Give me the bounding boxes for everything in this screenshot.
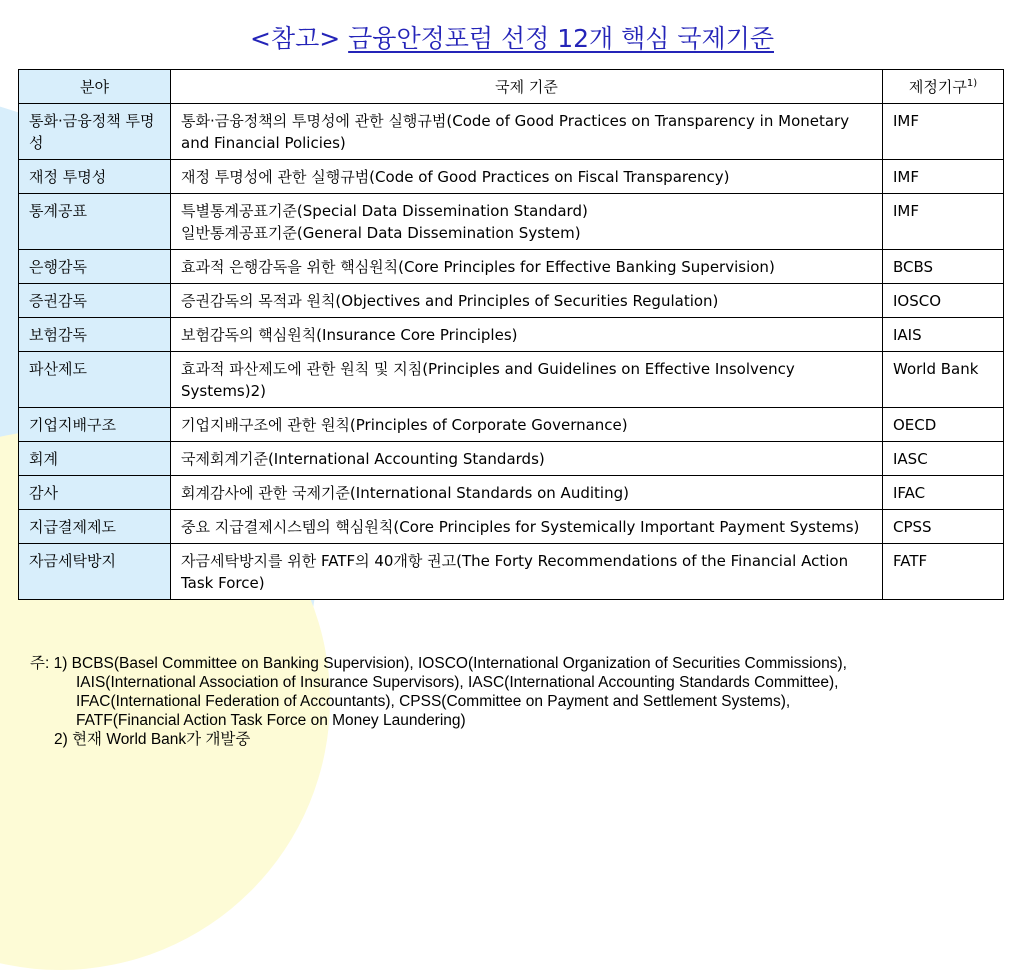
page-title — [0, 22, 1024, 56]
cell-standard — [171, 544, 883, 600]
standard-text: 재정 투명성에 관한 실행규범(Code of Good Practices on Fiscal Transparency) — [181, 168, 730, 186]
footnote-line-2: IAIS(International Association of Insurance Supervisors), IASC(International Accounting Standards Committee), — [76, 674, 839, 691]
cell-standard — [171, 510, 883, 544]
footnote-line-3: IFAC(International Federation of Accountants), CPSS(Committee on Payment and Settlement Systems), — [76, 693, 791, 710]
table-row — [19, 510, 1004, 544]
standard-text: 보험감독의 핵심원칙(Insurance Core Principles) — [181, 326, 518, 344]
table-body — [19, 104, 1004, 600]
header-org — [883, 70, 1004, 104]
field-label: 회계 — [29, 450, 58, 468]
cell-field — [19, 160, 171, 194]
table-row — [19, 160, 1004, 194]
header-field: 분야 — [19, 70, 171, 104]
cell-field — [19, 476, 171, 510]
standard-text: 중요 지급결제시스템의 핵심원칙(Core Principles for Systemically Important Payment Systems) — [181, 518, 860, 536]
field-label: 기업지배구조 — [29, 416, 116, 434]
standards-table-container — [18, 69, 1003, 600]
field-label: 증권감독 — [29, 292, 87, 310]
cell-org: IMF — [883, 160, 1004, 194]
standard-text: 일반통계공표기준(General Data Dissemination System) — [181, 224, 581, 242]
table-row — [19, 544, 1004, 600]
standard-text: 자금세탁방지를 위한 FATF의 40개항 권고(The Forty Recommendations of the Financial Action Task Force) — [181, 552, 849, 592]
header-org-footnote: 1) — [966, 78, 978, 89]
field-label: 재정 투명성 — [29, 168, 107, 186]
table-row — [19, 284, 1004, 318]
cell-standard — [171, 352, 883, 408]
standard-text: 효과적 은행감독을 위한 핵심원칙(Core Principles for Effective Banking Supervision) — [181, 258, 775, 276]
table-row — [19, 104, 1004, 160]
field-label: 통계공표 — [29, 202, 87, 220]
header-org-label: 제정기구 — [908, 78, 967, 96]
cell-standard — [171, 476, 883, 510]
cell-field — [19, 284, 171, 318]
standard-text: 증권감독의 목적과 원칙(Objectives and Principles of Securities Regulation) — [181, 292, 719, 310]
cell-standard — [171, 408, 883, 442]
footnotes — [30, 654, 1010, 749]
table-row — [19, 352, 1004, 408]
cell-org: IOSCO — [883, 284, 1004, 318]
cell-org: FATF — [883, 544, 1004, 600]
title-main: 금융안정포럼 선정 12개 핵심 국제기준 — [348, 24, 774, 53]
cell-org: IAIS — [883, 318, 1004, 352]
cell-standard — [171, 250, 883, 284]
cell-org: World Bank — [883, 352, 1004, 408]
standard-text: 특별통계공표기준(Special Data Dissemination Standard) — [181, 202, 588, 220]
cell-org: IMF — [883, 194, 1004, 250]
cell-org: BCBS — [883, 250, 1004, 284]
footnote-line-1: 주: 1) BCBS(Basel Committee on Banking Supervision), IOSCO(International Organization of Securities Commissions), — [30, 655, 847, 672]
cell-org: OECD — [883, 408, 1004, 442]
cell-standard — [171, 194, 883, 250]
cell-standard — [171, 284, 883, 318]
cell-field — [19, 194, 171, 250]
table-row — [19, 408, 1004, 442]
footnote-line-5: 2) 현재 World Bank가 개발중 — [54, 731, 251, 748]
cell-standard — [171, 104, 883, 160]
table-row — [19, 442, 1004, 476]
field-label: 은행감독 — [29, 258, 87, 276]
field-label: 지급결제제도 — [29, 518, 116, 536]
cell-field — [19, 442, 171, 476]
standard-text: 기업지배구조에 관한 원칙(Principles of Corporate Governance) — [181, 416, 628, 434]
header-standard: 국제 기준 — [171, 70, 883, 104]
cell-org: IFAC — [883, 476, 1004, 510]
cell-org: IMF — [883, 104, 1004, 160]
cell-standard — [171, 318, 883, 352]
cell-field — [19, 250, 171, 284]
field-label: 감사 — [29, 484, 58, 502]
cell-field — [19, 318, 171, 352]
cell-field — [19, 408, 171, 442]
standard-text: 통화·금융정책의 투명성에 관한 실행규범(Code of Good Practices on Transparency in Monetary and Financial Policies) — [181, 112, 850, 152]
table-row — [19, 250, 1004, 284]
field-label: 자금세탁방지 — [29, 552, 116, 570]
cell-field — [19, 544, 171, 600]
standard-text: 국제회계기준(International Accounting Standards) — [181, 450, 545, 468]
field-label: 통화·금융정책 투명성 — [29, 112, 155, 152]
footnote-line-4: FATF(Financial Action Task Force on Money Laundering) — [76, 712, 466, 729]
cell-field — [19, 104, 171, 160]
cell-org: CPSS — [883, 510, 1004, 544]
cell-field — [19, 352, 171, 408]
cell-org: IASC — [883, 442, 1004, 476]
cell-field — [19, 510, 171, 544]
field-label: 파산제도 — [29, 360, 87, 378]
cell-standard — [171, 160, 883, 194]
table-row — [19, 318, 1004, 352]
standards-table — [18, 69, 1004, 600]
table-row — [19, 476, 1004, 510]
title-prefix: <참고> — [249, 24, 349, 53]
field-label: 보험감독 — [29, 326, 87, 344]
standard-text: 회계감사에 관한 국제기준(International Standards on Auditing) — [181, 484, 629, 502]
table-header-row — [19, 70, 1004, 104]
cell-standard — [171, 442, 883, 476]
standard-text: 효과적 파산제도에 관한 원칙 및 지침(Principles and Guidelines on Effective Insolvency Systems)2) — [181, 360, 795, 400]
table-row — [19, 194, 1004, 250]
